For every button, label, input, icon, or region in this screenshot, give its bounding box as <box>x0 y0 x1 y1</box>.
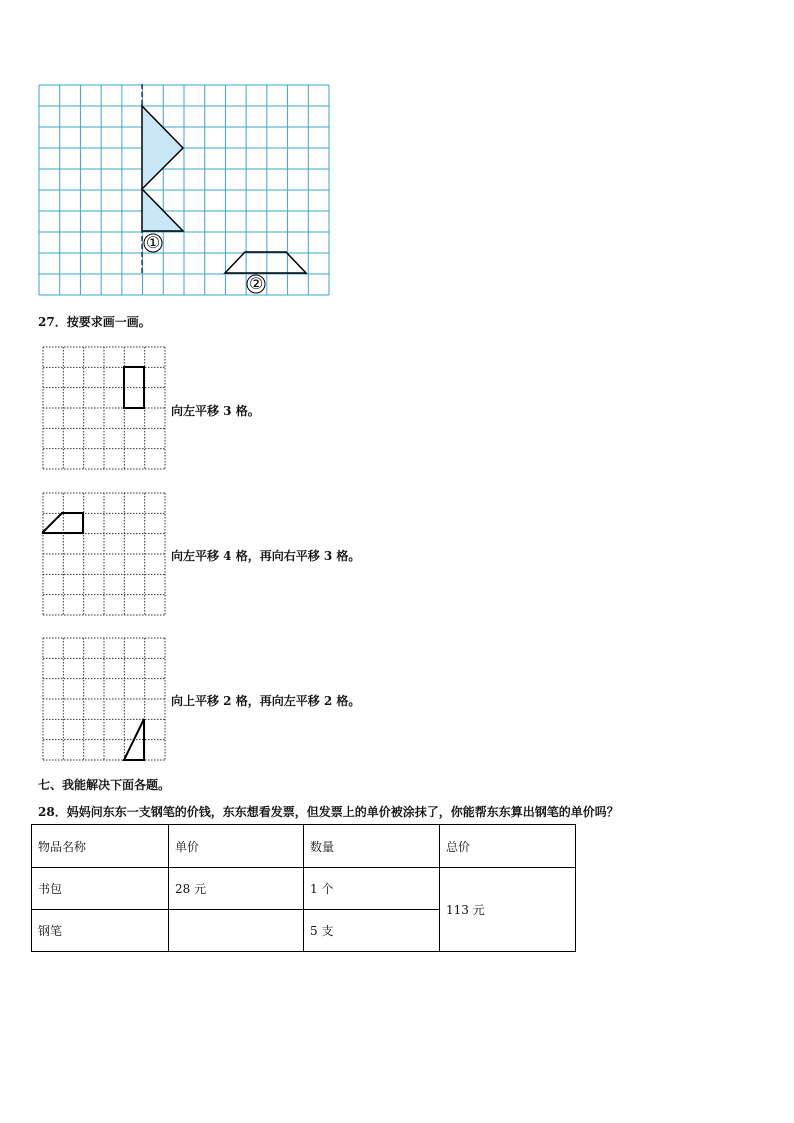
dotted-grid-2-svg <box>42 492 166 616</box>
table-header-row <box>32 825 576 868</box>
question-27-title: 27．按要求画一画。 <box>38 315 151 329</box>
row-1-name: 书包 <box>32 868 169 910</box>
invoice-table <box>31 824 576 952</box>
header-unit-price: 单价 <box>169 825 304 868</box>
dotted-grid-1-svg <box>42 346 166 470</box>
task-2-trapezoid <box>42 513 83 533</box>
section-7-title: 七、我能解决下面各题。 <box>38 778 171 792</box>
task-1-instruction: 向左平移 3 格。 <box>171 404 260 418</box>
total-cell: 113 元 <box>440 868 576 952</box>
symmetry-grid-figure <box>38 84 330 300</box>
task-2-instruction: 向左平移 4 格，再向右平移 3 格。 <box>171 549 361 563</box>
header-quantity: 数量 <box>304 825 440 868</box>
task-3-instruction: 向上平移 2 格，再向左平移 2 格。 <box>171 694 361 708</box>
dotted-grid-lines <box>43 347 165 469</box>
dotted-grid-1 <box>42 346 166 470</box>
row-2-name: 钢笔 <box>32 910 169 952</box>
row-2-price <box>169 910 304 952</box>
grid-svg <box>38 84 330 300</box>
header-total: 总价 <box>440 825 576 868</box>
dotted-grid-3 <box>42 637 166 761</box>
blue-grid <box>39 85 329 295</box>
header-item-name: 物品名称 <box>32 825 169 868</box>
dotted-grid-2 <box>42 492 166 616</box>
question-28-title: 28．妈妈问东东一支钢笔的价钱，东东想看发票，但发票上的单价被涂抹了，你能帮东东算出钢笔的单价吗？ <box>38 805 619 819</box>
shape-2-label: ② <box>248 274 264 293</box>
row-1-qty: 1 个 <box>304 868 440 910</box>
row-1-price: 28 元 <box>169 868 304 910</box>
table-row <box>32 868 576 910</box>
dotted-grid-3-svg <box>42 637 166 761</box>
shape-2-trapezoid <box>225 252 306 273</box>
shape-1-upper-triangle <box>142 106 183 189</box>
shape-1-label: ① <box>145 233 161 252</box>
shape-1-lower-triangle <box>142 189 183 231</box>
dotted-grid-lines <box>43 493 165 615</box>
row-2-qty: 5 支 <box>304 910 440 952</box>
dotted-grid-lines <box>43 638 165 760</box>
